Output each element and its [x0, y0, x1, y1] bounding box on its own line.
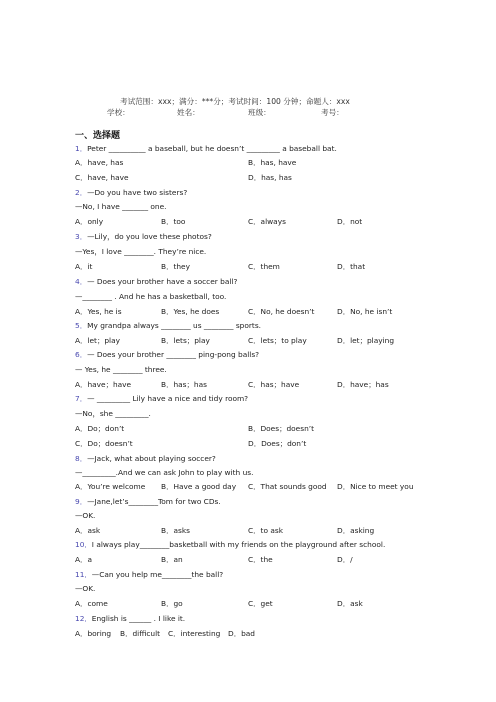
question-number: 6． [75, 350, 88, 359]
option-b[interactable]: B．has, have [248, 158, 297, 167]
option-c[interactable]: C．That sounds good [248, 482, 327, 491]
option-c[interactable]: C．them [248, 262, 280, 271]
question-9-reply: —OK. [75, 511, 96, 520]
option-b[interactable]: B．too [161, 217, 186, 226]
question-9 [75, 497, 221, 507]
option-d[interactable]: D．No, he isn’t [337, 307, 393, 316]
question-11-reply: —OK. [75, 584, 96, 593]
question-number: 1． [75, 144, 88, 153]
option-c[interactable]: C．has；have [248, 380, 300, 389]
option-d[interactable]: D．ask [337, 599, 363, 608]
question-4 [75, 277, 237, 287]
question-7 [75, 394, 248, 404]
option-c[interactable]: C．lets；to play [248, 336, 307, 345]
name-field-label: 姓名： [177, 108, 200, 117]
question-number: 8． [75, 454, 88, 463]
option-c[interactable]: C．have, have [75, 173, 129, 182]
question-number: 7． [75, 394, 88, 403]
question-3 [75, 232, 212, 242]
option-b[interactable]: B．Does；doesn’t [248, 424, 315, 433]
option-b[interactable]: B．Yes, he does [161, 307, 220, 316]
question-text: — Does your brother ________ ping-pong balls? [87, 350, 260, 359]
question-2 [75, 188, 187, 198]
question-number: 3． [75, 232, 88, 241]
option-c[interactable]: C．to ask [248, 526, 283, 535]
question-4-reply: —________ . And he has a basketball, too. [75, 292, 227, 301]
question-10 [75, 540, 385, 550]
question-number: 9． [75, 497, 88, 506]
question-text: —Can you help me________the ball? [91, 570, 224, 579]
option-d[interactable]: D．have；has [337, 380, 389, 389]
question-5 [75, 321, 261, 331]
option-c[interactable]: C．No, he doesn’t [248, 307, 315, 316]
option-a[interactable]: A．have；have [75, 380, 132, 389]
class-field-label: 班级： [248, 108, 271, 117]
question-number: 5． [75, 321, 88, 330]
option-a[interactable]: A．it [75, 262, 93, 271]
option-a[interactable]: A．let；play [75, 336, 120, 345]
section-title: 一、选择题 [75, 131, 121, 141]
option-a[interactable]: A．come [75, 599, 108, 608]
option-a[interactable]: A．only [75, 217, 104, 226]
option-c[interactable]: C．Do；doesn’t [75, 439, 133, 448]
question-number: 10． [75, 540, 92, 549]
question-6-reply: — Yes, he ________ three. [75, 365, 167, 374]
question-text: —Jane,let’s________Tom for two CDs. [87, 497, 221, 506]
question-8 [75, 454, 216, 464]
option-a[interactable]: A．have, has [75, 158, 124, 167]
option-b[interactable]: B．an [161, 555, 183, 564]
question-text: —Do you have two sisters? [87, 188, 188, 197]
option-d[interactable]: D．Does；don’t [248, 439, 307, 448]
question-6 [75, 350, 259, 360]
option-d[interactable]: D．has, has [248, 173, 292, 182]
option-c[interactable]: C．always [248, 217, 286, 226]
question-1 [75, 144, 337, 154]
option-b[interactable]: B．they [161, 262, 190, 271]
option-d[interactable]: D．that [337, 262, 366, 271]
question-11 [75, 570, 223, 580]
option-a[interactable]: A．Yes, he is [75, 307, 122, 316]
question-text: English is ______ . I like it. [91, 614, 186, 623]
option-b[interactable]: B．lets；play [161, 336, 210, 345]
question-number: 12． [75, 614, 92, 623]
option-d[interactable]: D．asking [337, 526, 375, 535]
question-text: — Does your brother have a soccer ball? [87, 277, 238, 286]
option-d[interactable]: D．Nice to meet you [337, 482, 414, 491]
exam-info-line: 考试范围：xxx；满分：***分；考试时间：100 分钟；命题人：xxx [120, 97, 350, 106]
question-number: 2． [75, 188, 88, 197]
option-d[interactable]: D．let；playing [337, 336, 395, 345]
question-text: — _________ Lily have a nice and tidy room? [87, 394, 249, 403]
option-b[interactable]: B．has；has [161, 380, 207, 389]
option-a[interactable]: A．You’re welcome [75, 482, 146, 491]
question-2-reply: —No, I have _______ one. [75, 202, 167, 211]
question-text: —Lily，do you love these photos? [87, 232, 212, 241]
option-a[interactable]: A．Do；don’t [75, 424, 125, 433]
id-field-label: 考号： [321, 108, 344, 117]
option-c[interactable]: C．interesting [168, 629, 221, 638]
option-a[interactable]: A．ask [75, 526, 101, 535]
option-b[interactable]: B．Have a good day [161, 482, 237, 491]
option-d[interactable]: D．/ [337, 555, 353, 564]
question-12 [75, 614, 185, 624]
question-number: 11． [75, 570, 92, 579]
option-d[interactable]: D．not [337, 217, 363, 226]
option-b[interactable]: B．difficult [120, 629, 161, 638]
option-b[interactable]: B．asks [161, 526, 190, 535]
question-3-reply: —Yes，I love ________. They’re nice. [75, 247, 207, 256]
school-field-label: 学校： [107, 108, 130, 117]
question-text: My grandpa always ________ us ________ sports. [87, 321, 262, 330]
question-8-reply: —_________.And we can ask John to play with us. [75, 468, 254, 477]
option-a[interactable]: A．a [75, 555, 92, 564]
option-c[interactable]: C．the [248, 555, 273, 564]
option-c[interactable]: C．get [248, 599, 273, 608]
question-text: —Jack, what about playing soccer? [87, 454, 216, 463]
option-b[interactable]: B．go [161, 599, 183, 608]
option-a[interactable]: A．boring [75, 629, 112, 638]
question-7-reply: —No，she _________. [75, 409, 151, 418]
question-number: 4． [75, 277, 88, 286]
question-text: Peter __________ a baseball, but he doesn’t _________ a baseball bat. [87, 144, 337, 153]
option-d[interactable]: D．bad [228, 629, 255, 638]
question-text: I always play________basketball with my friends on the playground after school. [91, 540, 386, 549]
